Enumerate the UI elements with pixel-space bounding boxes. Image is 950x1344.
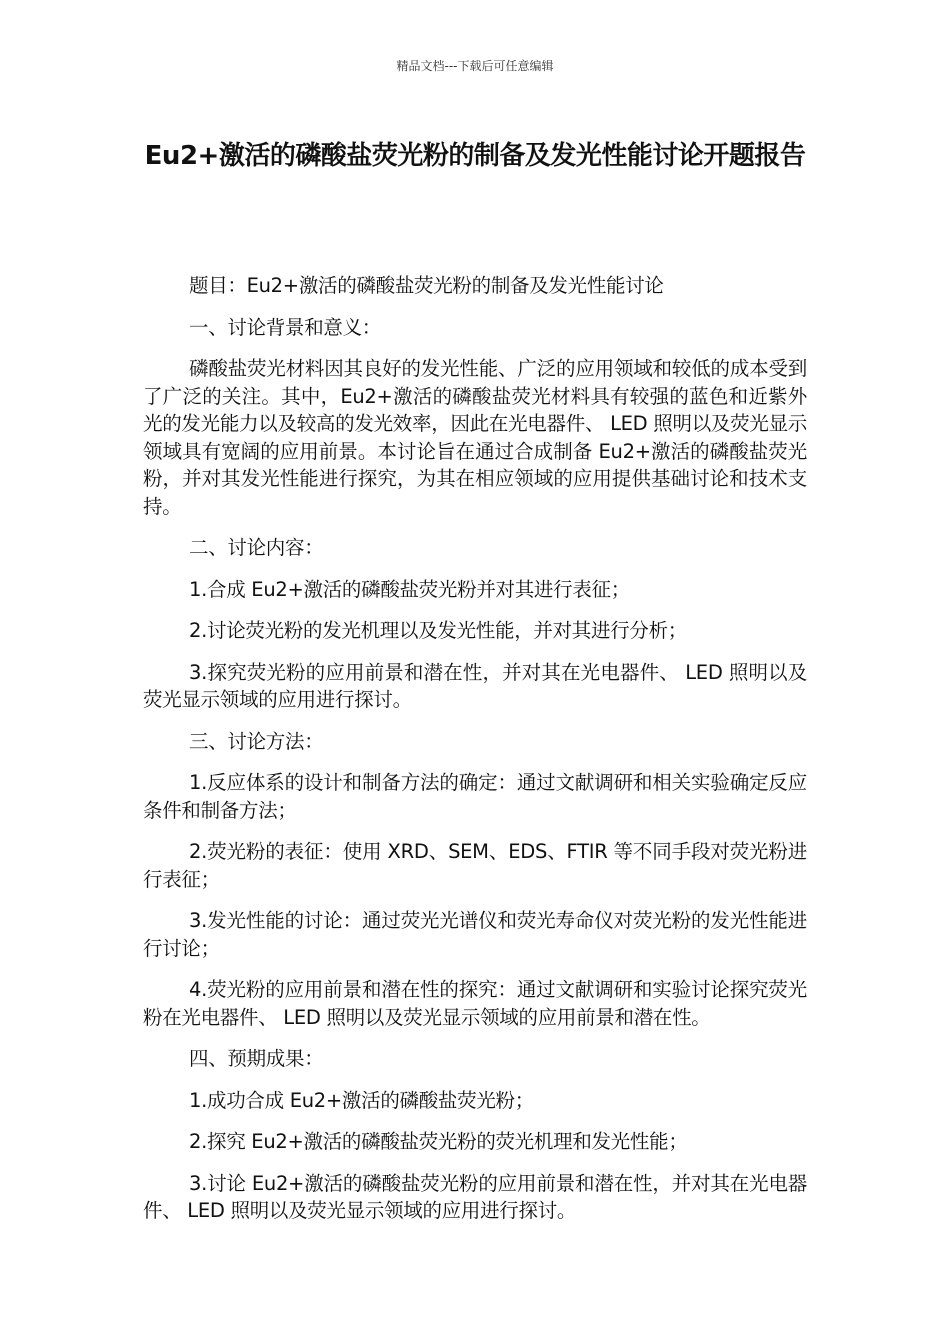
topic-line: 题目：Eu2+激活的磷酸盐荧光粉的制备及发光性能讨论 [189,274,664,297]
document-title: Eu2+激活的磷酸盐荧光粉的制备及发光性能讨论开题报告 [144,141,806,171]
method-item-1: 1.反应体系的设计和制备方法的确定：通过文献调研和相关实验确定反应条件和制备方法； [143,771,807,822]
outcome-item-1: 1.成功合成 Eu2+激活的磷酸盐荧光粉； [189,1088,534,1112]
method-item-2: 2.荧光粉的表征：使用 XRD、SEM、EDS、FTIR 等不同手段对荧光粉进行表征； [143,840,807,891]
section-heading-content: 二、讨论内容： [189,536,324,559]
section-heading-outcomes: 四、预期成果： [189,1047,324,1070]
background-paragraph: 磷酸盐荧光材料因其良好的发光性能、广泛的应用领域和较低的成本受到了广泛的关注。其中，Eu2+激活的磷酸盐荧光材料具有较强的蓝色和近紫外光的发光能力以及较高的发光效率，因此在光电器件、 LED 照明以及荧光显示领域具有宽阔的应用前景。本讨论旨在通过合成制备 Eu2+激活的磷酸盐荧光粉，并对其发光性能进行探究，为其在相应领域的应用提供基础讨论和技术支持。 [143,357,807,518]
document-body [143,272,807,1239]
page-header-note: 精品文档---下载后可任意编辑 [396,59,554,73]
content-item-1: 1.合成 Eu2+激活的磷酸盐荧光粉并对其进行表征； [189,577,630,601]
outcome-item-2: 2.探究 Eu2+激活的磷酸盐荧光粉的荧光机理和发光性能； [189,1130,688,1153]
content-item-2: 2.讨论荧光粉的发光机理以及发光性能，并对其进行分析； [189,619,688,642]
outcome-item-3: 3.讨论 Eu2+激活的磷酸盐荧光粉的应用前景和潜在性，并对其在光电器件、 LED 照明以及荧光显示领域的应用进行探讨。 [143,1171,807,1222]
section-heading-methods: 三、讨论方法： [189,729,324,753]
method-item-3: 3.发光性能的讨论：通过荧光光谱仪和荧光寿命仪对荧光粉的发光性能进行讨论； [143,909,807,960]
method-item-4: 4.荧光粉的应用前景和潜在性的探究：通过文献调研和实验讨论探究荧光粉在光电器件、 LED 照明以及荧光显示领域的应用前景和潜在性。 [143,978,807,1029]
section-heading-background: 一、讨论背景和意义： [189,315,382,339]
content-item-3: 3.探究荧光粉的应用前景和潜在性，并对其在光电器件、 LED 照明以及荧光显示领域的应用进行探讨。 [143,660,807,711]
